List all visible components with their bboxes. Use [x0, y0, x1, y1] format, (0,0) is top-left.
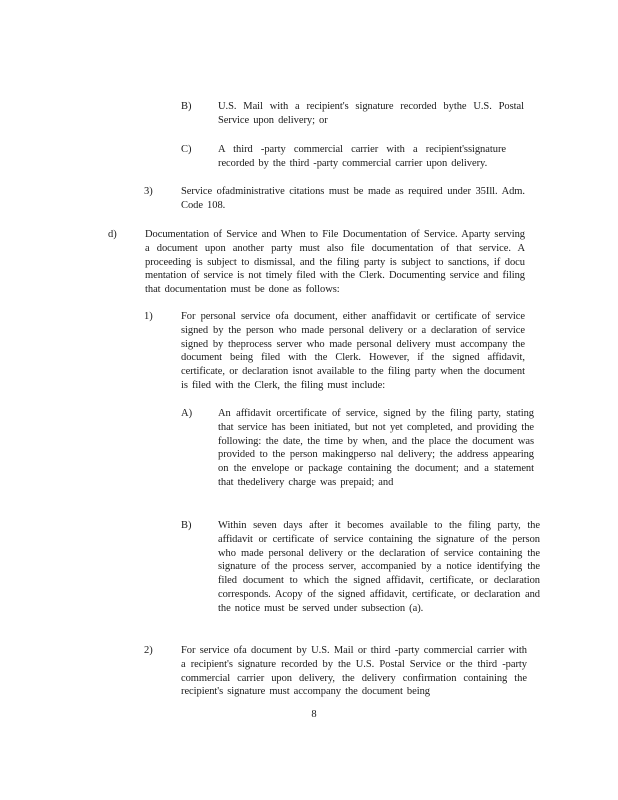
item-text: A third -party commercial carrier with a recipient'ssignature recorded by the third -party commercial carrier upon delivery.: [218, 144, 506, 169]
item-label: A): [181, 408, 193, 419]
item-text: An affidavit orcertificate of service, signed by the filing party, stating that service has been initiated, but not yet completed, and providing the following: the date, the time by when, and the place the document was provided to the person makingperso nal delivery; the address appearing on the envelope or package containing the document; and a statement that thedelivery charge was prepaid; and: [218, 408, 534, 488]
item-label: B): [181, 101, 192, 112]
item-label: d): [108, 229, 117, 240]
item-text: For personal service ofa document, either anaffidavit or certificate of service signed by the person who made personal delivery or a declaration of service signed by theprocess server who made personal delivery must accompany the document being filed with the Clerk. However, if the signed affidavit, certificate, or declaration isnot available to the filing party when the document is filed with the Clerk, the filing must include:: [181, 311, 525, 391]
item-label: 3): [144, 186, 153, 197]
item-text: For service ofa document by U.S. Mail or third -party commercial carrier with a recipient's signature recorded by the U.S. Postal Service or the third -party commercial carrier upon delivery, the delivery confirmation containing the recipient's signature must accompany the document being: [181, 645, 527, 698]
item-text: Within seven days after it becomes available to the filing party, the affidavit or certificate of service containing the signature of the person who made personal delivery or the declaration of service containing the signature of the process server, accompanied by a notice identifying the filed document to which the signed affidavit, certificate, or declaration corresponds. Acopy of the signed affidavit, certificate, or declaration and the notice must be served under subsection (a).: [218, 520, 540, 614]
item-text: Service ofadministrative citations must be made as required under 35Ill. Adm. Code 108.: [181, 186, 525, 211]
item-label: 2): [144, 645, 153, 656]
item-label: B): [181, 520, 192, 531]
item-label: C): [181, 144, 192, 155]
item-label: 1): [144, 311, 153, 322]
page-number: 8: [311, 709, 317, 720]
item-text: U.S. Mail with a recipient's signature recorded bythe U.S. Postal Service upon delivery; or: [218, 101, 524, 126]
item-text: Documentation of Service and When to File Documentation of Service. Aparty serving a document upon another party must also file documentation of that service. A proceeding is subject to dismissal, and the filing party is subject to sanctions, if docu mentation of service is not timely filed with the Clerk. Documenting service and filing that documentation must be done as follows:: [145, 229, 525, 296]
